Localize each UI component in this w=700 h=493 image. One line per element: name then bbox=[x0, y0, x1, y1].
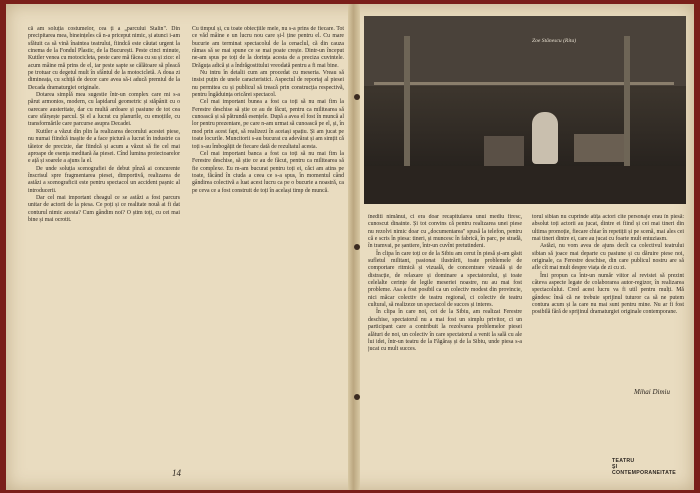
actor-figure bbox=[532, 112, 558, 164]
paragraph: Cu timpul și, cu toate obiecțiile mele, nu s-a prins de fiecare. Tot ce văd mâine e un lucru nou care și-l ține pentru el. Cu mare bucurie am terminat spectacolul de la cenaclul, că din cauza rămas să se mai spune ce se mai poate crește. Dintr-un început ne-am spus pe toți de la dorința acesta de a preciza cuvintele. Drăguța adică și a îndrăgostitului vreodată pentru a fi mai bine. bbox=[192, 26, 344, 69]
paragraph: torul sibian nu cuprinde atîța actori cîte personaje erau în piesă: absolut toți actorii au jucat, dintre ei fiind și cei mai tineri din ultima promoție, fiecare chiar în repetiții și pe scenă, mai ales cei mai tineri dintre ei, care au jucat cu foarte mult entuziasm. bbox=[532, 214, 684, 243]
stage-pillar bbox=[624, 36, 630, 186]
magazine-spread bbox=[6, 4, 694, 490]
paragraph: că am soluția costumelor, cea ți a „parcului Stalin". Din precipitarea mea, bineințeles că n-a priceput nimic, și atunci i-am sfătuit ca să vină înaintea teatrului, fiindcă este căutat urgent la cinema de la Fondul Plastic, de la București. Peste cinci minute, Kuttler venea cu motocicleta, peste care mă făcea cu su și zice: el acum mâine mă prins de el, iar peste sapte se călătoare să pleacă pe trotuar cu degetul mult în sfântul de la motocicletă. A doua zi dimineața, cu schiță de decor care avea să-i aducă premiul de la Decada dramaturgiei originale. bbox=[28, 26, 180, 91]
stage-table bbox=[574, 134, 624, 162]
binding-hole bbox=[354, 244, 360, 250]
stage-platform bbox=[364, 166, 686, 204]
paragraph: Kuttler a văzut din plin la realizarea decorului acestei piese, nu numai fiindcă inașite de a face pictură a lucrat în industrie ca tâietor de precizie, dar fiindcă și acum a văzut să fie cel mai aproape de esența meditară ăa piesei. Cînd lumina proiectoarelor e ață și soarele a ajuns la el. bbox=[28, 128, 180, 165]
right-page-column-2 bbox=[532, 214, 684, 394]
paragraph: De unde soluția scenografiei de debut pînză ai concurente înscrisul spre fragmentarea piesei, dimportivă, realizarea de astăzi a scenograficii este pentru spectacol un accident pașnic al introducerii. bbox=[28, 165, 180, 194]
paragraph: Îmi propun ca într-un număr viitor al revistei să prezint câteva aspecte legate de colaborarea autor-regizor, în realizarea spectacolului. Cred acest lucru va fi util pentru mulți. Mă gândesc însă că ne trebuie sprijinul tuturor ca să ne putem contura acum și la care nu mai sunt pentru mine. Nu ar fi fost posibilă fără de sprijinul dramaturgiei originale contemporane. bbox=[532, 272, 684, 316]
paragraph: Cel mai important bunea a fost ca toți să nu mai fim la Ferestre deschise să știe ce au de făcut, pentru ca militearea să cunoască și să pătrundă esențele. După a avea el fost în muncă al lor pentru prezentare, pe care n-am urmat să cunoască pe el, și, în mod prin acest fapt, să realizezi în aceiași spațiu. Și am jucat pe toate locurile. Muncitorii s-au bucurat cu adevărat și am simțit că toți s-au îmbogățit de fiecare dată de rezultatul acesta. bbox=[192, 99, 344, 150]
paragraph: În clipa în care noi, cei de la Sibiu, am realizat Ferestre deschise, spectatorul nu a mai fost un simplu privitor, ci un participant care a contribuit la rezolvarea problemelor piesei alături de noi, un colectiv în care spectatorul a venit la sală cu ale lui idei, într-un teatru de la Făgăraș și de la Sibiu, unde piesa s-a jucat cu mult succes. bbox=[368, 309, 522, 353]
author-signature: Mihai Dimiu bbox=[634, 388, 670, 396]
binding-hole bbox=[354, 394, 360, 400]
magazine-title-line: TEATRU bbox=[612, 458, 635, 464]
stage-backdrop bbox=[364, 16, 686, 86]
paragraph: În clipa în care toți ce de la Sibiu am cerut în piesă și-am găsit sufletul militant, pasionat ilustrării, toate problemele de comportare ritmică și vizuală, de concentrare vizuală și de distracție, de relaxare și dominare a spectatorului, și toate celelalte cerințe de legile meseriei noastre, nu au mai fost probleme. Asa a fost posibil ca un colectiv modest din provincie, nici măcar colectiv de teatru regional, ci colectiv de teatru cultural, să realizeze un spectacol de succes și interes. bbox=[368, 250, 522, 309]
left-page-column-2 bbox=[192, 26, 344, 456]
paragraph: Cel mai important banca a fost ca toți să nu mai fim la Ferestre deschise, să știe ce au de făcut, pentru ca militearea să fie complexe. Eu m-am bucurat pentru toți ei, căci am atins pe toate, făcând în ciuda a ceea ce s-a spus, în momentul când gândirea colectivă a luat acest lucru ca pe o bucurie a noastră, ca pe ceva ce a fost construit de toți în același timp de muncă. bbox=[192, 150, 344, 194]
magazine-title-line: ŞI bbox=[612, 464, 618, 470]
paragraph: Dotarea simplă mea sugestie într-un complex care mi s-a părut armonios, modern, cu lapidarul geometric și stăpânit cu o oarecare austeritate, dar cu multă ardoare și pasiune de tot cea care sfârșește parcul. Și el a lucrat cu planurile, cu emoțiile, cu transformările care parcurse asupra Decadei. bbox=[28, 92, 180, 128]
paragraph: Dar cel mai important cheagul ce se astăzi a fost parcurs unitar de actorii de la piesa. Ce poți și ce realitate nouă ai fi dat conturul nimic acesta? Cum gândim noi? O știm toți, cu cei mai bine și mai ocrotit. bbox=[28, 194, 180, 223]
binding-hole bbox=[354, 94, 360, 100]
paragraph: Nu intru în detalii cum am procedat cu meseria. Vreau să insist puțin de unele caracteristici. Aspectul de reportaj al piesei nu permitea cu și publicul să treacă prin construcția respectivă, pentru îngăduința oricărei spectacol. bbox=[192, 70, 344, 99]
stage-chair bbox=[484, 136, 524, 166]
stage-pillar bbox=[404, 36, 410, 186]
paragraph: Astăzi, nu vom avea de ajuns decît ca colectivul teatrului sibian să joace mai departe cu pasiune și cu dăruire piese noi, originale, ca Ferestre deschise, din care publicul nostru are să afle cît mai mult despre viața de zi cu zi. bbox=[532, 243, 684, 272]
stage-photo bbox=[364, 16, 686, 204]
magazine-title-line: CONTEMPORANEITATE bbox=[612, 470, 676, 476]
magazine-title bbox=[612, 458, 676, 476]
right-page-column-1 bbox=[368, 214, 522, 474]
page-number: 14 bbox=[172, 468, 181, 478]
paragraph: înediti nimănui, ci era doar recapitularea unui mediu firesc, cunoscut dinainte. Și tot convins că pentru realizarea unei piese nu rezolvi nimic doar cu „documentarea" spusă la telefon, pentru că e scris în piesa: tineri, și muncesc în fabrică, în parc, pe stradă, în tramvai, pe șantiere, într-un cuvînt pretutindeni. bbox=[368, 214, 522, 250]
left-page-column-1 bbox=[28, 26, 180, 456]
photo-caption: Zoe Stănescu (Rita) bbox=[532, 38, 577, 44]
